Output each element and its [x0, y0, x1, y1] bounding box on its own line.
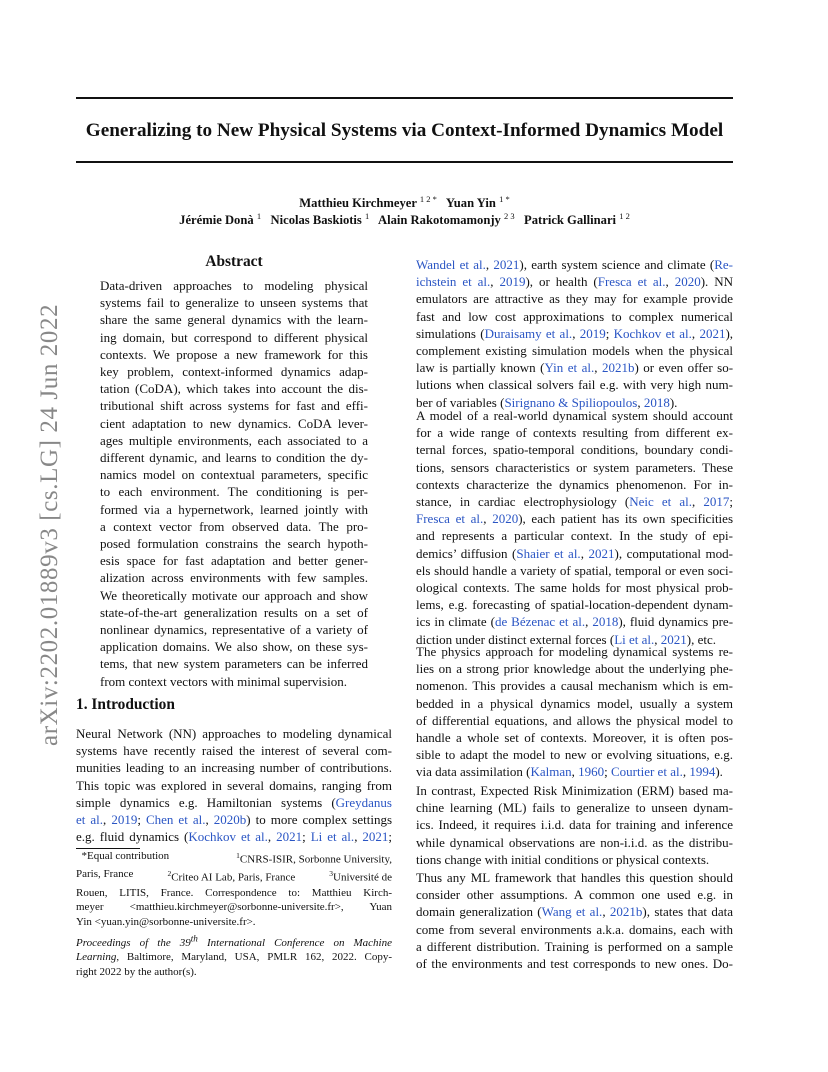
text-line — [416, 938, 733, 955]
abstract-body — [100, 277, 368, 690]
text-run: e.g. fluid dynamics ( — [76, 829, 189, 845]
text-run: Thus any ML framework that handles this question should — [416, 870, 733, 885]
text-run: , — [205, 812, 214, 828]
text-line — [416, 712, 733, 729]
text-run: diction under distinct external forces ( — [416, 631, 615, 647]
text-run: stance, in cardiac electrophysiology ( — [416, 494, 630, 510]
text-run: , — [665, 274, 675, 290]
text-line — [416, 677, 733, 694]
text-run: while dynamical observations are non-i.i.d. as the distribu- — [416, 834, 733, 850]
text-run: , — [490, 274, 500, 290]
text-run: tions change with initial conditions or physical contexts. — [416, 851, 710, 867]
text-line — [416, 613, 733, 630]
text-run: , — [580, 545, 589, 561]
citation-link[interactable]: Yin et al. — [544, 360, 595, 376]
author-line-2 — [76, 207, 733, 230]
text-run: ; — [729, 494, 733, 510]
intro-paragraph — [76, 725, 392, 845]
abstract-line: contexts. We propose a new framework for this — [100, 346, 368, 362]
citation-link[interactable]: 1960 — [578, 764, 605, 780]
abstract-line: cient adaptation to new dynamics. CoDA lever- — [100, 415, 368, 431]
citation-link[interactable]: 2019 — [111, 812, 138, 828]
text-run: systems have recently raised the interest of several com- — [76, 743, 392, 759]
abstract-line: esis space for fast adaptation and better gener- — [100, 553, 368, 569]
citation-link[interactable]: 2021 — [588, 545, 615, 561]
abstract-line: ing domain, but correspond to different physical — [100, 329, 368, 345]
text-run: lutions when classical solvers fail e.g. with very high num- — [416, 377, 733, 393]
text-line — [416, 921, 733, 938]
author-name: Nicolas Baskiotis — [270, 213, 362, 228]
abstract-line: systems fail to generalize to unseen systems that — [100, 295, 368, 311]
abstract-heading: Abstract — [205, 253, 263, 270]
text-run: , — [682, 764, 690, 780]
text-run: ; — [137, 812, 146, 828]
text-run: lies on a strong prior knowledge about the underlying phe- — [416, 661, 733, 677]
abstract-line: tems, that new system parameters can be inferred — [100, 656, 368, 672]
citation-link[interactable]: de Bézenac et al. — [494, 614, 586, 630]
abstract-line: We theoretically motivate our approach and show — [100, 587, 368, 603]
citation-link[interactable]: 1994 — [689, 764, 716, 780]
text-run: tions, sensors characteristics or system parameters. These — [416, 459, 733, 475]
text-run: , — [594, 360, 602, 376]
text-line — [416, 763, 733, 780]
citation-link[interactable]: 2021 — [362, 829, 389, 845]
citation-link[interactable]: Wang et al. — [541, 904, 603, 920]
abstract-line: posed formulation constrains the search hypoth- — [100, 536, 368, 552]
citation-link[interactable]: Wandel et al. — [416, 257, 486, 272]
abstract-line: ages multiple environments, each associated to a — [100, 432, 368, 448]
citation-link[interactable]: Re- — [714, 257, 734, 272]
citation-link[interactable]: 2021 — [660, 631, 687, 647]
text-run: ), or health ( — [525, 274, 598, 290]
abstract-line: different dynamic, and learns to condition the dy- — [100, 450, 368, 466]
text-line — [416, 325, 733, 342]
citation-link[interactable]: 2021b — [609, 904, 643, 920]
text-line — [416, 527, 733, 544]
text-line — [416, 816, 733, 833]
footnote-equal-contribution: *Equal contribution — [81, 850, 170, 862]
abstract-line: alization across environments with few samples. — [100, 570, 368, 586]
text-run: ), computational mod- — [614, 545, 734, 561]
text-line — [416, 903, 733, 920]
text-run: , — [637, 394, 644, 410]
text-line — [416, 851, 733, 868]
abstract-line: application domains. We also show, on these sys- — [100, 639, 368, 655]
text-run: ), states that data — [642, 904, 734, 920]
citation-link[interactable]: Shaier et al. — [516, 545, 581, 561]
text-run: munities leading to an increasing number of contributions. — [76, 760, 392, 776]
text-run: chine learning (ML) fails to generalize to unseen dynam- — [416, 800, 733, 816]
abstract-line: namics model on contextual parameters, specific — [100, 467, 368, 483]
text-run: simple dynamics e.g. Hamiltonian systems ( — [76, 794, 336, 810]
text-line — [416, 510, 733, 527]
text-run: In contrast, Expected Risk Minimization (ERM) based ma- — [416, 783, 733, 798]
citation-link[interactable]: Kalman — [530, 764, 572, 780]
text-run: of the environments and test corresponds to new ones. Do- — [416, 956, 733, 972]
citation-link[interactable]: ichstein et al. — [416, 274, 491, 290]
text-run: lems, e.g. forecasting of spatial-location-dependent dynam- — [416, 597, 733, 613]
text-line — [416, 308, 733, 325]
text-line — [416, 955, 733, 972]
text-run: via data assimilation ( — [416, 764, 531, 780]
text-line — [76, 759, 392, 776]
citation-link[interactable]: Fresca et al. — [597, 274, 666, 290]
text-line — [416, 407, 733, 424]
text-line — [416, 493, 733, 510]
text-line — [76, 725, 392, 742]
text-run: , — [572, 325, 580, 341]
paper-title: Generalizing to New Physical Systems via Context-Informed Dynamics Model — [85, 120, 724, 141]
text-line — [416, 729, 733, 746]
text-run: Neural Network (NN) approaches to modeling dynamical — [76, 726, 392, 741]
text-run: complement existing simulation models when the physical — [416, 343, 733, 359]
citation-link[interactable]: 2018 — [592, 614, 619, 630]
footnote-email: Yin <yuan.yin@sorbonne-universite.fr>. — [76, 915, 256, 928]
text-line — [76, 811, 392, 828]
proceedings-notice: Proceedings of the 39th International Conference on Machine Learning, Baltimore, Maryland, USA, PMLR 162, 2022. Copy- right 2022 by the author(s). — [76, 933, 392, 978]
title-rule-top — [76, 97, 733, 99]
text-run: ; — [604, 764, 611, 780]
text-run: ). NN — [700, 274, 733, 290]
citation-link[interactable]: Greydanus — [335, 794, 392, 810]
author-affiliation: 2 3 — [503, 211, 515, 221]
text-line — [416, 424, 733, 441]
text-line — [416, 782, 733, 799]
author-affiliation: 1 2 * — [419, 194, 437, 204]
abstract-line: share the same general dynamics with the learn- — [100, 312, 368, 328]
text-run: consider other assumptions. A common one used e.g. in — [416, 887, 733, 903]
text-run: handle a whole set of contexts. Moreover, it is often pos- — [416, 730, 733, 746]
citation-link[interactable]: 2020b — [213, 812, 247, 828]
abstract-line: state-of-the-art generalization results on a set of — [100, 604, 368, 620]
text-run: , — [483, 511, 493, 527]
text-run: sible to adapt the model to new or evolving situations, e.g. — [416, 747, 733, 763]
text-run: ; — [302, 829, 311, 845]
citation-link[interactable]: Kochkov et al. — [613, 325, 692, 341]
citation-link[interactable]: Neic et al. — [629, 494, 693, 510]
citation-link[interactable]: 2020 — [674, 274, 701, 290]
text-line — [416, 476, 733, 493]
text-line — [416, 376, 733, 393]
text-run: a different distribution. Training is performed on a sample — [416, 938, 733, 954]
author-affiliation: 1 * — [499, 194, 510, 204]
text-line — [416, 459, 733, 476]
text-run: els should handle a variety of spatial, temporal or even soci- — [416, 562, 733, 578]
body-paragraph — [416, 407, 733, 648]
text-run: , — [654, 631, 661, 647]
text-run: , — [354, 829, 363, 845]
citation-link[interactable]: 2021 — [493, 257, 520, 272]
text-line — [416, 660, 733, 677]
text-run: bedded in a physical dynamics model, usually a system — [416, 695, 733, 711]
abstract-line: tributional shift across systems for fast and effi- — [100, 398, 368, 414]
text-run: ). — [715, 764, 723, 780]
text-line — [416, 545, 733, 562]
text-run: ), etc. — [686, 631, 716, 647]
text-run: , — [103, 812, 112, 828]
text-line — [416, 579, 733, 596]
text-run: and represents a particular context. In the study of epi- — [416, 528, 733, 544]
text-line — [416, 886, 733, 903]
text-line — [416, 643, 733, 660]
body-paragraph — [416, 869, 733, 972]
text-run: fast and low cost approximations to complex numerical — [416, 308, 733, 324]
text-run: ), earth system science and climate ( — [519, 257, 715, 272]
text-run: simulations ( — [416, 325, 485, 341]
text-run: ) or even offer so- — [634, 360, 734, 376]
body-paragraph — [416, 782, 733, 868]
text-run: emulators are attractive as they may for example provide — [416, 291, 733, 307]
citation-link[interactable]: 2021 — [276, 829, 303, 845]
abstract-line: Data-driven approaches to modeling physical — [100, 278, 368, 293]
text-run: of differential equations, and allows the physical model to — [416, 712, 733, 728]
abstract-line: to each environment. The conditioning is per- — [100, 484, 368, 500]
arxiv-identifier: arXiv:2202.01889v3 [cs.LG] 24 Jun 2022 — [36, 303, 63, 747]
text-run: ), fluid dynamics pre- — [618, 614, 734, 630]
text-line — [416, 441, 733, 458]
text-run: law is partially known ( — [416, 360, 545, 376]
citation-link[interactable]: Courtier et al. — [610, 764, 683, 780]
citation-link[interactable]: 2018 — [643, 394, 670, 410]
text-run: , — [691, 325, 700, 341]
text-line — [76, 742, 392, 759]
text-run: ics in climate ( — [416, 614, 495, 630]
text-run: , — [602, 904, 610, 920]
text-run: nomenon. This provides a causal mechanism which is em- — [416, 678, 733, 694]
text-run: ological contexts. The same holds for most physical prob- — [416, 580, 733, 596]
citation-link[interactable]: Chen et al. — [145, 812, 206, 828]
author-name: Matthieu Kirchmeyer — [299, 196, 417, 211]
text-run: ). — [669, 394, 678, 410]
body-paragraph — [416, 643, 733, 781]
text-run: demics’ diffusion ( — [416, 545, 517, 561]
citation-link[interactable]: Li et al. — [614, 631, 655, 647]
text-line — [416, 746, 733, 763]
text-run: ), each patient has its own specificities — [518, 511, 733, 527]
section-heading-introduction: 1. Introduction — [76, 696, 175, 713]
text-run: ) to more complex settings — [246, 812, 393, 828]
citation-link[interactable]: Kochkov et al. — [188, 829, 268, 845]
text-line — [416, 342, 733, 359]
text-run: domain generalization ( — [416, 904, 542, 920]
text-run: ; — [388, 829, 393, 845]
title-rule-bottom — [76, 161, 733, 163]
citation-link[interactable]: Li et al. — [310, 829, 355, 845]
text-run: for a wide range of contexts resulting from different ex- — [416, 425, 733, 441]
text-line — [416, 799, 733, 816]
text-line — [76, 794, 392, 811]
text-run: ), — [725, 325, 734, 341]
abstract-line: formed via a hypernetwork, learned jointly with — [100, 501, 368, 517]
author-affiliation: 1 2 — [619, 211, 630, 221]
author-name: Yuan Yin — [445, 196, 496, 211]
text-run: ternal forces, spatio-temporal conditions, boundary condi- — [416, 442, 733, 458]
text-run: ; — [605, 325, 614, 341]
text-run: ber of variables ( — [416, 394, 505, 410]
citation-link[interactable]: 2021 — [699, 325, 726, 341]
citation-link[interactable]: Duraisamy et al. — [484, 325, 573, 341]
citation-link[interactable]: 2020 — [492, 511, 519, 527]
author-name: Patrick Gallinari — [524, 213, 617, 228]
text-line — [416, 834, 733, 851]
text-run: , — [692, 494, 704, 510]
footnote-affiliations: *Equal contribution $^1$CNRS-ISIR, Sorbonne University, Paris, France $^2$Criteo AI Lab, Paris, France $^3$Université de Rouen, LITIS, France. Correspondence to: Matthieu Kirch- meyer <matthieu.kirchmeyer@sorbonne-universite.fr>, Yuan Yin <yuan.yin@sorbonne-universite.fr>. — [76, 850, 392, 928]
author-affiliation: 1 — [256, 211, 262, 221]
abstract-line: nonlinear dynamics, representative of a variety of — [100, 622, 368, 638]
citation-link[interactable]: et al. — [76, 812, 104, 828]
body-paragraph — [416, 256, 733, 411]
text-run: This topic was explored in several domains, ranging from — [76, 777, 392, 793]
abstract-line: tation (CoDA), which takes into account the dis- — [100, 381, 368, 397]
text-run: , — [571, 764, 579, 780]
text-line — [416, 695, 733, 712]
author-affiliation: 1 — [365, 211, 370, 221]
abstract-line: a context vector from observed data. The pro- — [100, 518, 368, 534]
text-run: , — [585, 614, 593, 630]
text-run: , — [267, 829, 277, 845]
author-name: Alain Rakotomamonjy — [378, 213, 501, 228]
text-run: ics. Indeed, it requires i.i.d. data for training and inference — [416, 817, 733, 833]
footnote-email: meyer <matthieu.kirchmeyer@sorbonne-universite.fr>, Yuan — [76, 901, 392, 914]
text-line — [416, 273, 733, 290]
text-line — [416, 596, 733, 613]
text-line — [416, 869, 733, 886]
text-line — [416, 562, 733, 579]
text-line — [416, 256, 733, 273]
text-line — [76, 777, 392, 794]
citation-link[interactable]: 2019 — [499, 274, 526, 290]
abstract-line: key problem, context-informed dynamics adap- — [100, 364, 368, 380]
text-run: , — [485, 257, 494, 272]
abstract-line: from context vectors with minimal supervision. — [100, 673, 347, 689]
citation-link[interactable]: 2017 — [703, 494, 730, 510]
text-run: A model of a real-world dynamical system should account — [416, 408, 733, 423]
citation-link[interactable]: 2019 — [579, 325, 606, 341]
citation-link[interactable]: Fresca et al. — [416, 511, 484, 527]
text-run: contexts characterize the dynamics phenomenon. For in- — [416, 476, 733, 492]
text-run: The physics approach for modeling dynamical systems re- — [416, 644, 733, 659]
text-line — [416, 359, 733, 376]
text-line — [416, 290, 733, 307]
text-run: come from several environments a.k.a. domains, each with — [416, 921, 733, 937]
citation-link[interactable]: 2021b — [601, 360, 635, 376]
author-name: Jérémie Donà — [179, 213, 254, 228]
text-line — [76, 828, 392, 845]
citation-link[interactable]: Sirignano & Spiliopoulos — [504, 394, 638, 410]
